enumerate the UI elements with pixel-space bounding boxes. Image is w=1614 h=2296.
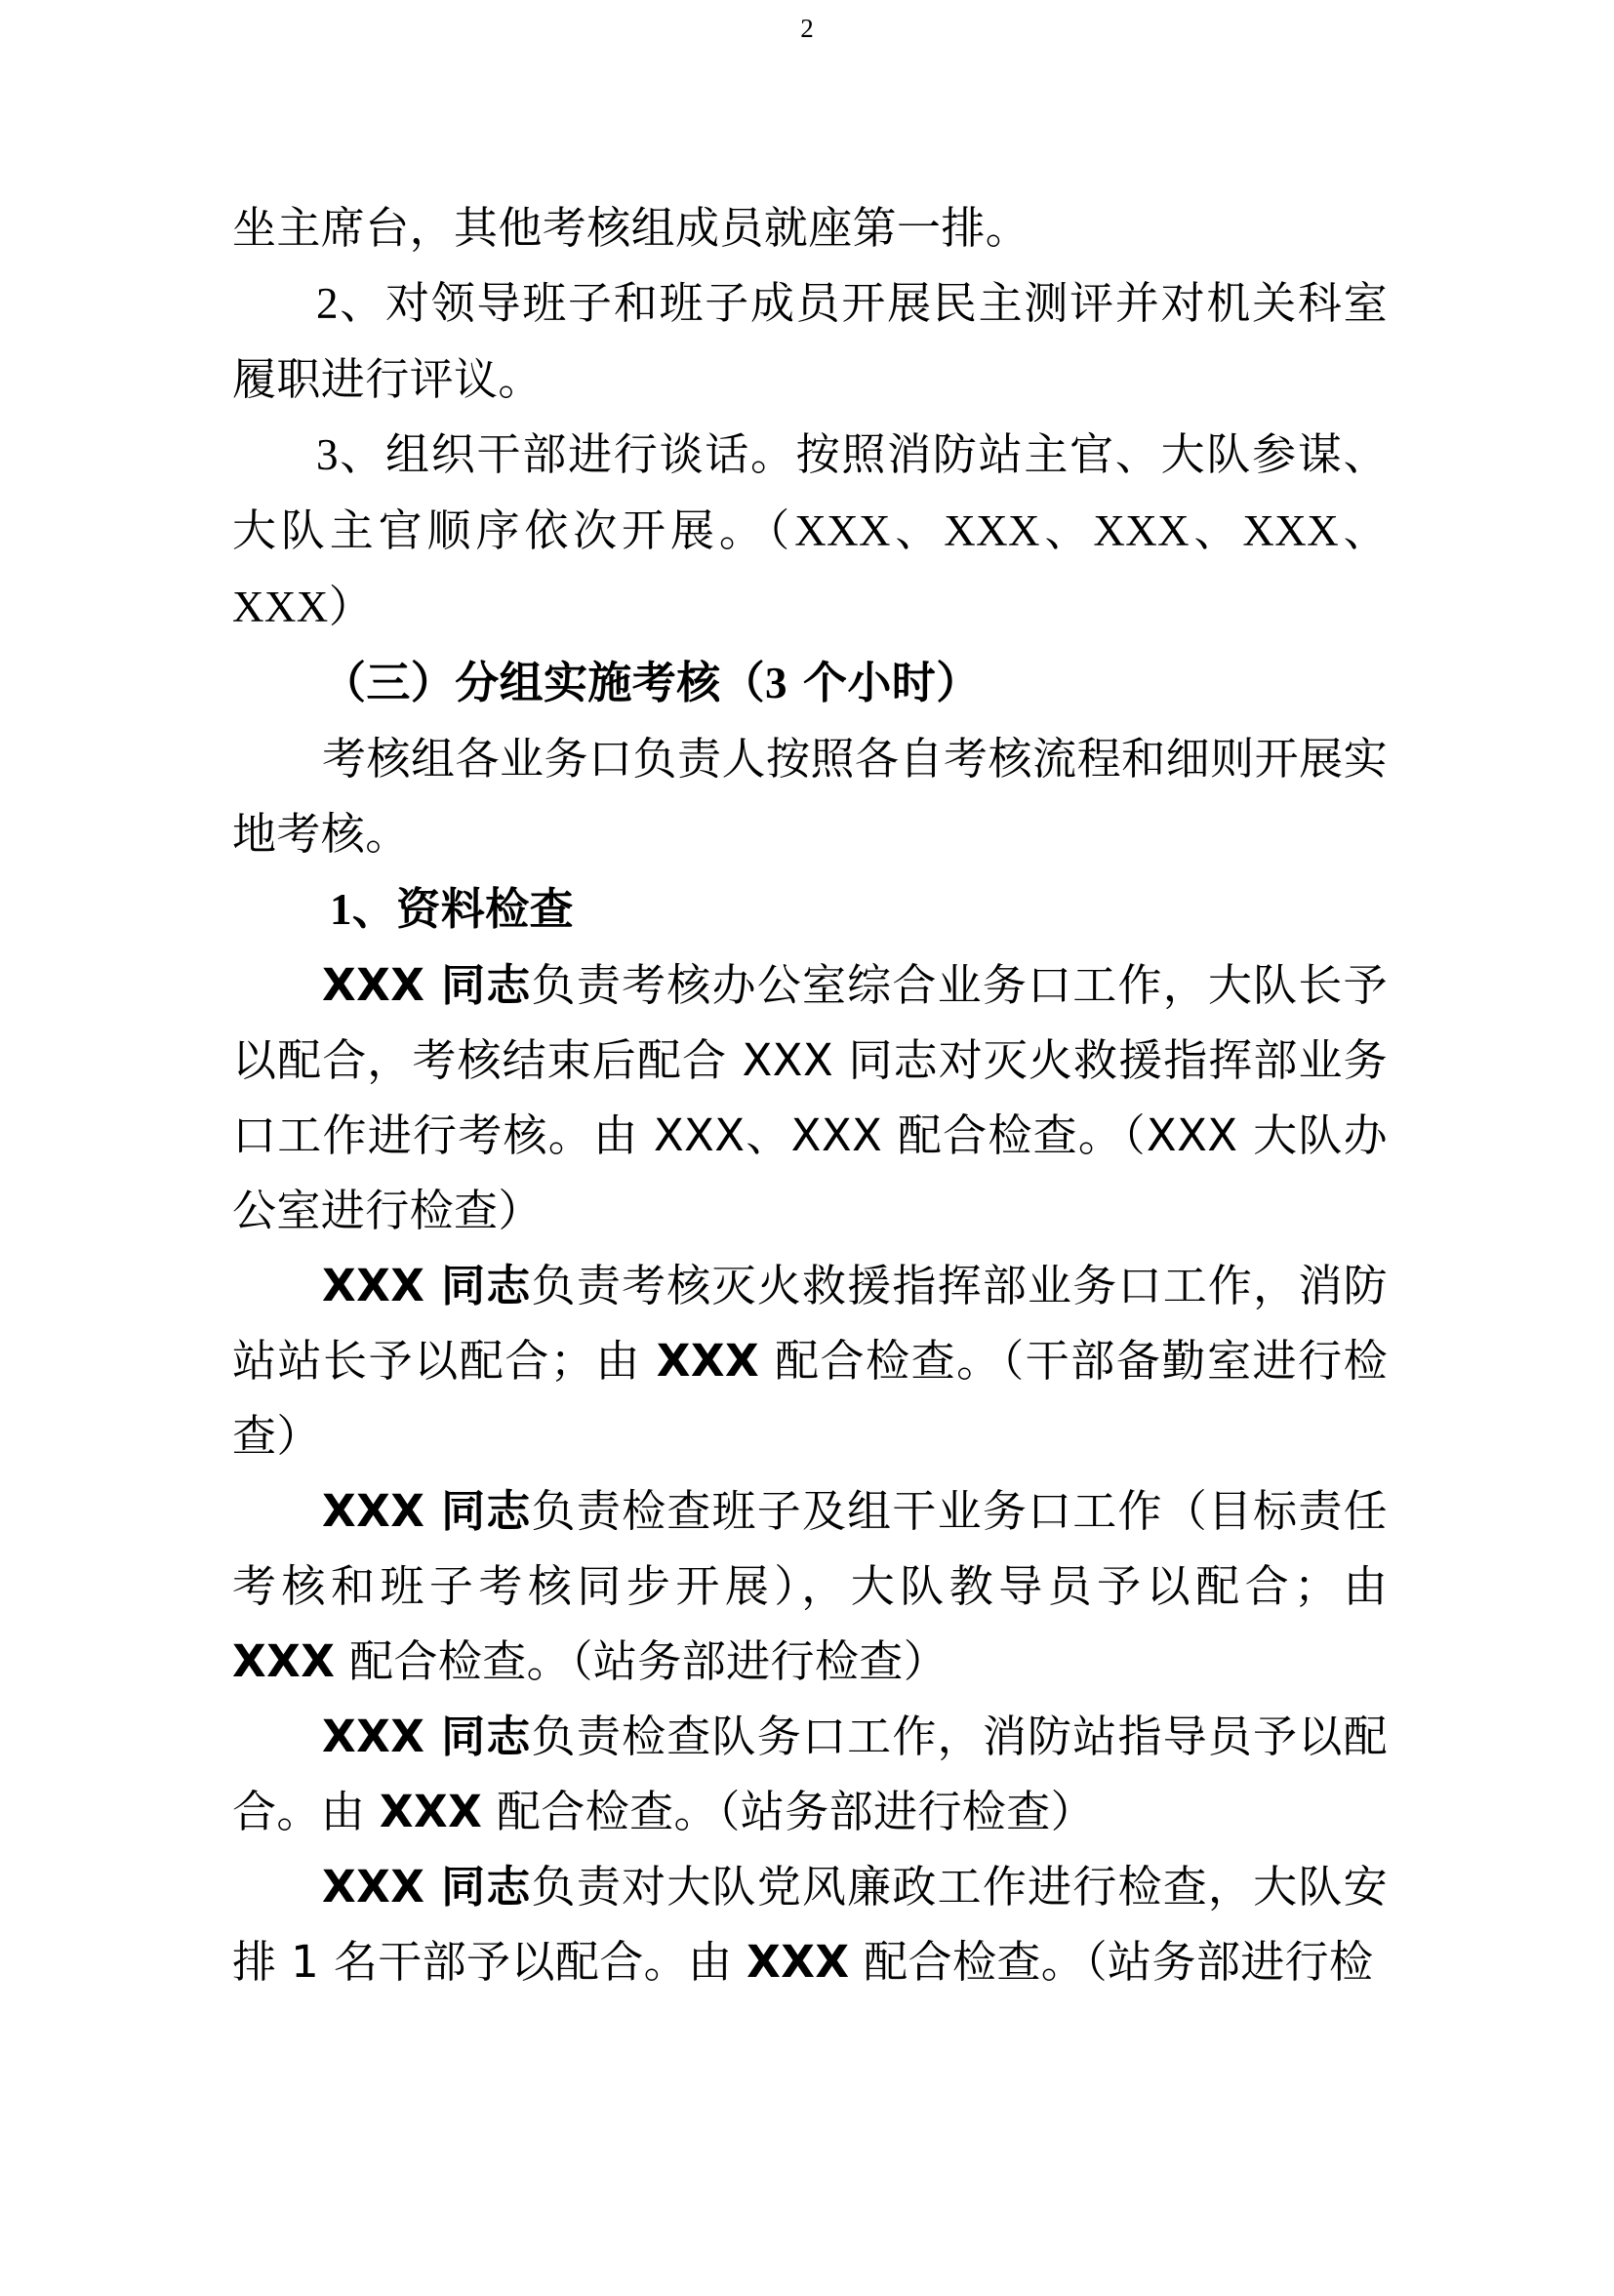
heading-subsection-1 bbox=[232, 871, 1388, 947]
text-run: XXX 同志 bbox=[322, 1260, 532, 1311]
text-run: XXX、XXX、XXX、XXX、XXX bbox=[232, 506, 1388, 631]
text-run: 个小时） bbox=[787, 657, 981, 708]
paragraph-item-3 bbox=[232, 417, 1388, 645]
text-run: XXX 同志 bbox=[322, 1861, 532, 1913]
text-run: XXX bbox=[232, 1635, 336, 1687]
document-body bbox=[0, 190, 1614, 1999]
text-run: 、对领导班子和班子成员开展民主测评并对机关科室履职进行评议。 bbox=[232, 277, 1388, 405]
text-run: 配合检查。（站务部进行检 bbox=[849, 1936, 1374, 1988]
paragraph-duty-discipline bbox=[232, 1849, 1388, 1999]
document-page bbox=[0, 14, 1614, 2296]
text-run: XXX bbox=[379, 1786, 483, 1837]
text-run: 考核组各业务口负责人按照各自考核流程和细则开展实地考核。 bbox=[232, 733, 1388, 860]
text-run: XXX bbox=[656, 1335, 760, 1387]
text-run: 负责检查队务口工作，消防站指导员予以配合。由 bbox=[232, 1711, 1388, 1837]
text-run: XXX 同志 bbox=[322, 959, 532, 1011]
paragraph-item-2 bbox=[232, 265, 1388, 417]
paragraph-section-3-body bbox=[232, 721, 1388, 871]
text-run: 负责考核办公室综合业务口工作，大队长予以配合，考核结束后配合 XXX 同志对灭火救援指挥部业务口工作进行考核。由 XXX、XXX 配合检查。（XXX 大队办公室进行检查） bbox=[232, 959, 1388, 1236]
paragraph-duty-affairs bbox=[232, 1699, 1388, 1849]
text-run: 、组织干部进行谈话。按照消防站主官、大队参谋、大队主官顺序依次开展。（ bbox=[232, 428, 1388, 556]
text-run: 、资料检查 bbox=[351, 883, 574, 935]
text-run: 负责对大队党风廉政工作进行检查，大队安排 1 名干部予以配合。由 bbox=[232, 1861, 1388, 1988]
heading-section-3 bbox=[232, 645, 1388, 721]
text-run: 配合检查。（干部备勤室进行检查） bbox=[232, 1335, 1388, 1462]
paragraph-duty-team bbox=[232, 1473, 1388, 1699]
paragraph-duty-office bbox=[232, 947, 1388, 1248]
text-run: 1 bbox=[330, 885, 352, 934]
text-run: 3 bbox=[765, 659, 787, 707]
text-run: XXX 同志 bbox=[322, 1485, 532, 1537]
text-run: XXX 同志 bbox=[322, 1711, 532, 1762]
text-run: 3 bbox=[316, 430, 339, 479]
text-run: 2 bbox=[316, 279, 339, 328]
text-run: 负责考核灭火救援指挥部业务口工作，消防站站长予以配合；由 bbox=[232, 1260, 1388, 1387]
text-run: （三）分组实施考核（ bbox=[322, 657, 766, 708]
text-run: 负责检查班子及组干业务口工作（目标责任考核和班子考核同步开展），大队教导员予以配合；由 bbox=[232, 1485, 1388, 1612]
text-run: 坐主席台，其他考核组成员就座第一排。 bbox=[232, 202, 1030, 254]
text-run: XXX bbox=[746, 1936, 850, 1988]
text-run: ） bbox=[328, 581, 374, 632]
text-run: 配合检查。（站务部进行检查） bbox=[335, 1635, 948, 1687]
paragraph-continuation bbox=[232, 190, 1388, 265]
text-run: 配合检查。（站务部进行检查） bbox=[482, 1786, 1096, 1837]
paragraph-duty-rescue bbox=[232, 1248, 1388, 1473]
page-number: 2 bbox=[800, 14, 814, 43]
